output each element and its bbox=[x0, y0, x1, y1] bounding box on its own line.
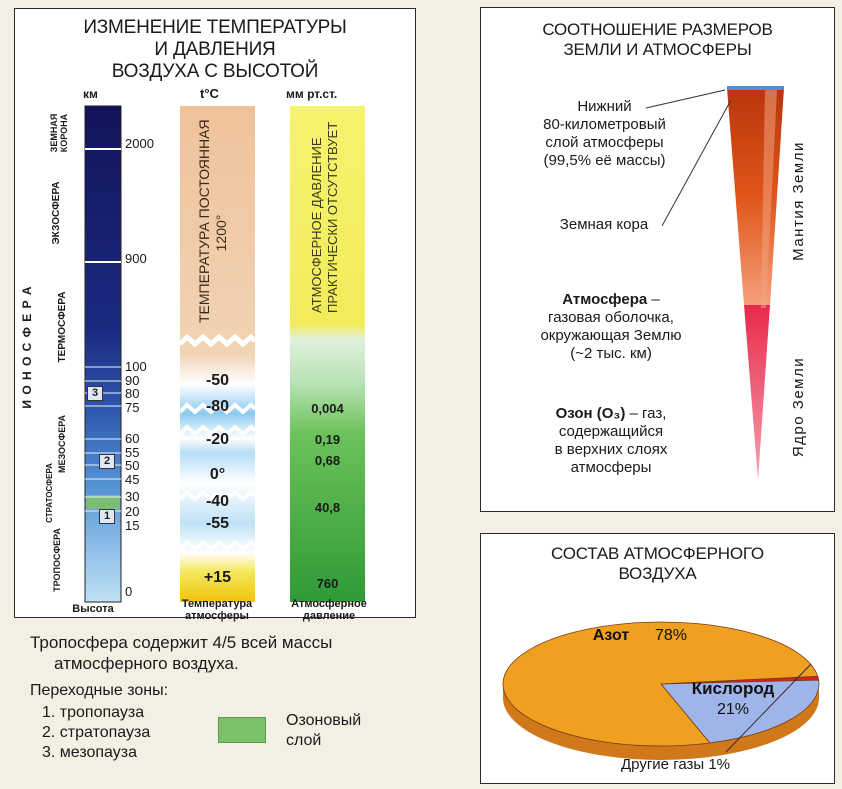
height-tick: 90 bbox=[125, 373, 140, 388]
layer-label-corona: ЗЕМНАЯ КОРОНА bbox=[49, 113, 69, 153]
pressure-value: 0,68 bbox=[314, 453, 341, 468]
temp-value: +15 bbox=[203, 569, 232, 586]
temp-unit-label: t°C bbox=[200, 86, 219, 101]
earth-atmosphere-ratio-panel bbox=[480, 7, 835, 512]
temperature-values bbox=[180, 9, 255, 609]
height-tick: 2000 bbox=[125, 136, 154, 151]
pie-label-other: Другие газы 1% bbox=[621, 756, 731, 773]
pressure-unit-label: мм рт.ст. bbox=[286, 87, 338, 101]
pie-label-nitrogen-name: Азот bbox=[592, 627, 630, 644]
temperature-pressure-panel bbox=[14, 8, 416, 622]
temp-value: 0° bbox=[209, 466, 226, 483]
height-tick: 45 bbox=[125, 472, 140, 487]
temp-value: -20 bbox=[205, 431, 230, 448]
atmosphere-description: Атмосфера – газовая оболочка, окружающая Землю (~2 тыс. км) bbox=[540, 291, 682, 362]
ratio-title: СООТНОШЕНИЕ РАЗМЕРОВ ЗЕМЛИ И АТМОСФЕРЫ bbox=[542, 20, 773, 59]
layer-label-ionosphere: И О Н О С Ф Е Р А bbox=[20, 285, 34, 409]
pie-label-oxygen-name: Кислород bbox=[691, 679, 775, 698]
zone-marker-3: 3 bbox=[87, 386, 103, 401]
ozone-legend-label: Озоновый слой bbox=[286, 712, 362, 749]
height-tick: 60 bbox=[125, 431, 140, 446]
height-tick: 15 bbox=[125, 518, 140, 533]
zones-title: Переходные зоны: bbox=[30, 682, 169, 699]
crust-label: Земная кора bbox=[559, 216, 649, 233]
pressure-value: 0,19 bbox=[314, 432, 341, 447]
zone-marker-1: 1 bbox=[99, 509, 115, 524]
height-tick: 30 bbox=[125, 489, 140, 504]
layer-label-thermosphere: ТЕРМОСФЕРА bbox=[57, 291, 68, 363]
temp-value: -80 bbox=[205, 398, 230, 415]
zone-item: 1. тропопауза bbox=[42, 704, 145, 721]
pie-label-nitrogen-value: 78% bbox=[654, 627, 688, 644]
air-composition-panel bbox=[480, 533, 835, 784]
composition-pie-chart bbox=[481, 534, 834, 783]
height-tick: 55 bbox=[125, 445, 140, 460]
temp-foot-label: Температура атмосферы bbox=[181, 598, 253, 622]
layer-label-exosphere: ЭКЗОСФЕРА bbox=[51, 181, 62, 245]
left-panel-title: ИЗМЕНЕНИЕ ТЕМПЕРАТУРЫ И ДАВЛЕНИЯ ВОЗДУХА С ВЫСОТОЙ bbox=[83, 17, 347, 82]
ozone-description: Озон (O₃) – газ, содержащийся в верхних слоях атмосферы bbox=[554, 405, 668, 476]
height-tick: 0 bbox=[125, 584, 133, 599]
mantle-label: Мантия Земли bbox=[790, 141, 807, 261]
pressure-value: 0,004 bbox=[311, 401, 344, 416]
temp-value: -50 bbox=[205, 372, 230, 389]
pressure-value: 760 bbox=[316, 576, 339, 591]
pressure-foot-label: Атмосферное давление bbox=[291, 598, 367, 622]
height-tick: 80 bbox=[125, 386, 140, 401]
layer-label-mesosphere: МЕЗОСФЕРА bbox=[57, 415, 67, 473]
pressure-values bbox=[290, 9, 365, 609]
pressure-value: 40,8 bbox=[314, 500, 341, 515]
height-tick: 50 bbox=[125, 458, 140, 473]
zone-marker-2: 2 bbox=[99, 454, 115, 469]
pie-label-oxygen-value: 21% bbox=[716, 701, 750, 718]
layer-label-stratosphere: СТРАТОСФЕРА bbox=[45, 463, 54, 523]
height-tick: 900 bbox=[125, 251, 147, 266]
height-tick: 100 bbox=[125, 359, 147, 374]
troposphere-note-line2: атмосферного воздуха. bbox=[54, 654, 239, 673]
composition-title: СОСТАВ АТМОСФЕРНОГО ВОЗДУХА bbox=[551, 544, 764, 583]
troposphere-note-line1: Тропосфера содержит 4/5 всей массы bbox=[30, 633, 333, 652]
height-tick: 20 bbox=[125, 504, 140, 519]
temp-value: -55 bbox=[205, 515, 230, 532]
height-foot-label: Высота bbox=[72, 603, 114, 615]
core-label: Ядро Земли bbox=[790, 356, 807, 458]
height-tick: 75 bbox=[125, 400, 140, 415]
layer-label-troposphere: ТРОПОСФЕРА bbox=[52, 528, 62, 592]
ozone-legend-swatch bbox=[218, 717, 266, 743]
zone-item: 2. стратопауза bbox=[42, 724, 151, 741]
zone-item: 3. мезопауза bbox=[42, 744, 138, 761]
temperature-constant-label: ТЕМПЕРАТУРА ПОСТОЯННАЯ 1200° bbox=[196, 119, 229, 323]
height-bar bbox=[85, 106, 121, 602]
height-unit-label: км bbox=[83, 87, 98, 101]
lower-layer-label: Нижний 80-километровый слой атмосферы (99,5% её массы) bbox=[543, 98, 666, 169]
pressure-absent-label: АТМОСФЕРНОЕ ДАВЛЕНИЕ ПРАКТИЧЕСКИ ОТСУТСТВУЕТ bbox=[309, 121, 340, 313]
temp-value: -40 bbox=[205, 493, 230, 510]
core-shape bbox=[744, 305, 770, 480]
